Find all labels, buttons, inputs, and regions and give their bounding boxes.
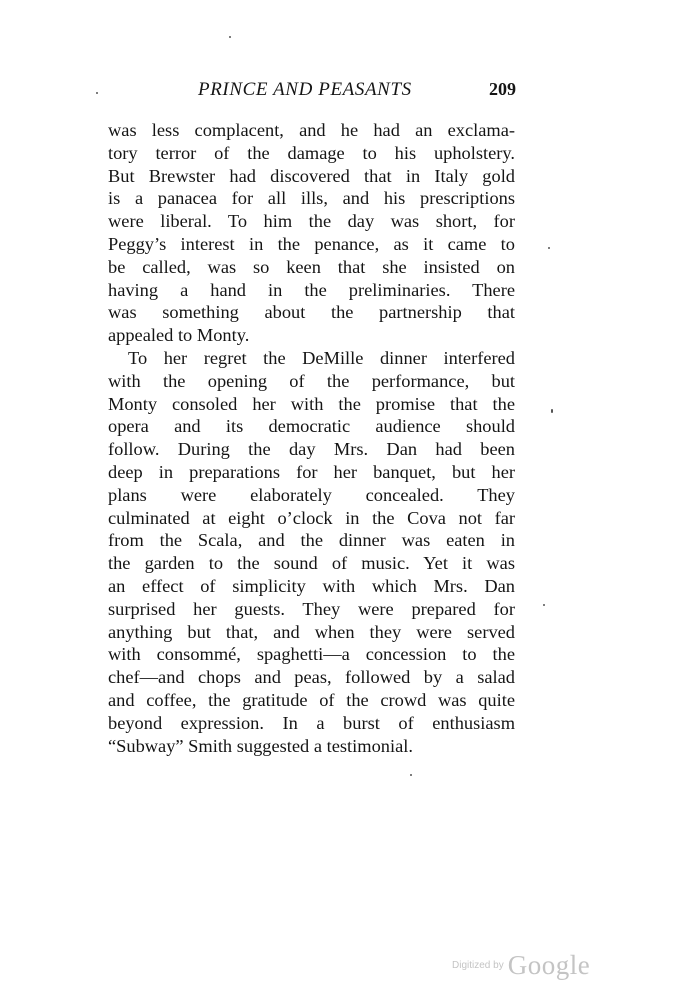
text-line: was something about the partnership that bbox=[108, 302, 515, 323]
text-line: To her regret the DeMille dinner interfered bbox=[128, 347, 515, 368]
text-line: appealed to Monty. bbox=[108, 325, 250, 346]
text-line: surprised her guests. They were prepared for bbox=[108, 598, 515, 619]
scan-speck bbox=[96, 92, 98, 94]
text-line: the garden to the sound of music. Yet it was bbox=[108, 553, 515, 574]
digitized-by-google-watermark bbox=[452, 950, 590, 980]
text-line: were liberal. To him the day was short, for bbox=[108, 211, 515, 232]
scan-speck bbox=[551, 409, 553, 413]
text-line: beyond expression. In a burst of enthusiasm bbox=[108, 712, 515, 733]
text-line: having a hand in the preliminaries. There bbox=[108, 279, 515, 300]
text-line: tory terror of the damage to his upholstery. bbox=[108, 142, 515, 163]
text-line: culminated at eight o’clock in the Cova not far bbox=[108, 507, 515, 528]
scan-speck bbox=[410, 774, 412, 776]
google-logo: Google bbox=[507, 950, 591, 980]
running-title: PRINCE AND PEASANTS bbox=[198, 79, 412, 100]
scan-speck bbox=[229, 36, 231, 38]
scan-speck bbox=[548, 247, 550, 249]
text-line: is a panacea for all ills, and his prescriptions bbox=[108, 188, 515, 209]
text-line: deep in preparations for her banquet, but her bbox=[108, 461, 515, 482]
text-line: “Subway” Smith suggested a testimonial. bbox=[108, 735, 413, 756]
body-text bbox=[108, 119, 515, 757]
text-line: be called, was so keen that she insisted on bbox=[108, 256, 515, 277]
text-line: with the opening of the performance, but bbox=[108, 370, 515, 391]
text-line: follow. During the day Mrs. Dan had been bbox=[108, 439, 515, 460]
text-line: opera and its democratic audience should bbox=[108, 416, 515, 437]
text-line: from the Scala, and the dinner was eaten in bbox=[108, 530, 515, 551]
text-line: was less complacent, and he had an exclama- bbox=[108, 120, 515, 140]
text-line: and coffee, the gratitude of the crowd was quite bbox=[108, 689, 515, 710]
text-line: anything but that, and when they were served bbox=[108, 621, 515, 642]
text-line: an effect of simplicity with which Mrs. Dan bbox=[108, 575, 515, 596]
scan-speck bbox=[543, 604, 545, 606]
text-line: chef—and chops and peas, followed by a salad bbox=[108, 667, 515, 688]
text-line: with consommé, spaghetti—a concession to the bbox=[108, 644, 515, 665]
page-number: 209 bbox=[489, 79, 516, 99]
paragraph-2 bbox=[108, 347, 515, 757]
text-line: Peggy’s interest in the penance, as it came to bbox=[108, 233, 515, 254]
text-line: plans were elaborately concealed. They bbox=[108, 484, 515, 505]
page-header bbox=[186, 79, 516, 105]
watermark-prefix: Digitized by bbox=[452, 960, 504, 971]
text-line: Monty consoled her with the promise that the bbox=[108, 393, 515, 414]
paragraph-1 bbox=[108, 119, 515, 347]
text-line: But Brewster had discovered that in Italy gold bbox=[108, 165, 515, 186]
